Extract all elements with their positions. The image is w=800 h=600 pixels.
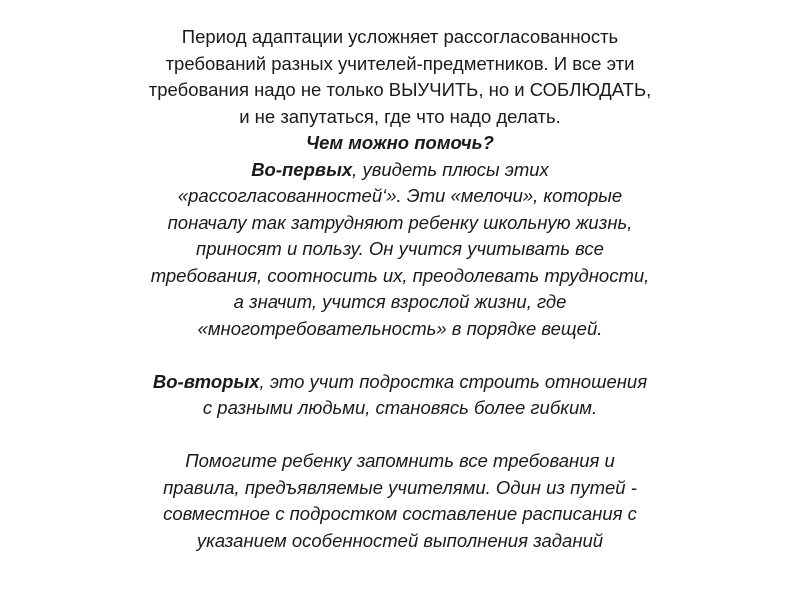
intro-line-1: Период адаптации усложняет рассогласованность xyxy=(181,26,619,47)
first-point-line-4: приносят и пользу. Он учится учитывать все xyxy=(196,238,604,259)
question-heading: Чем можно помочь? xyxy=(306,132,494,153)
first-point-line-5: требования, соотносить их, преодолевать трудности, xyxy=(150,264,650,286)
closing-paragraph xyxy=(40,448,760,554)
second-point-line-1 xyxy=(40,369,760,396)
second-point-lead: Во-вторых xyxy=(152,370,260,392)
first-point-line-6: а значит, учится взрослой жизни, где xyxy=(233,291,567,312)
first-point-line-3: поначалу так затрудняют ребенку школьную жизнь, xyxy=(167,211,633,233)
first-point-line-1-rest: , увидеть плюсы этих xyxy=(352,158,549,180)
paragraph-spacer xyxy=(40,342,760,369)
first-point-paragraph xyxy=(40,157,760,343)
closing-line-2: правила, предъявляемые учителями. Один из путей - xyxy=(163,476,637,498)
paragraph-spacer xyxy=(40,422,760,449)
second-point-line-1-rest: , это учит подростка строить отношения xyxy=(259,370,648,392)
slide-text-block xyxy=(40,24,760,554)
first-point-lead: Во-первых xyxy=(251,158,353,180)
second-point-line-2: с разными людьми, становясь более гибким. xyxy=(202,397,598,418)
intro-paragraph xyxy=(40,24,760,130)
intro-line-2: требований разных учителей-предметников. И все эти xyxy=(165,52,635,74)
first-point-line-2: «рассогласованностей‘». Эти «мелочи», которые xyxy=(177,185,623,206)
first-point-line-1 xyxy=(40,157,760,184)
second-point-paragraph xyxy=(40,369,760,422)
closing-line-4: указанием особенностей выполнения заданий xyxy=(196,529,604,551)
closing-line-3: совместное с подростком составление расписания с xyxy=(163,503,637,524)
first-point-line-7: «многотребовательность» в порядке вещей. xyxy=(197,317,603,339)
closing-line-1: Помогите ребенку запомнить все требования и xyxy=(185,450,615,471)
intro-line-3: требования надо не только ВЫУЧИТЬ, но и СОБЛЮДАТЬ, xyxy=(148,79,652,100)
intro-line-4: и не запутаться, где что надо делать. xyxy=(239,105,561,127)
